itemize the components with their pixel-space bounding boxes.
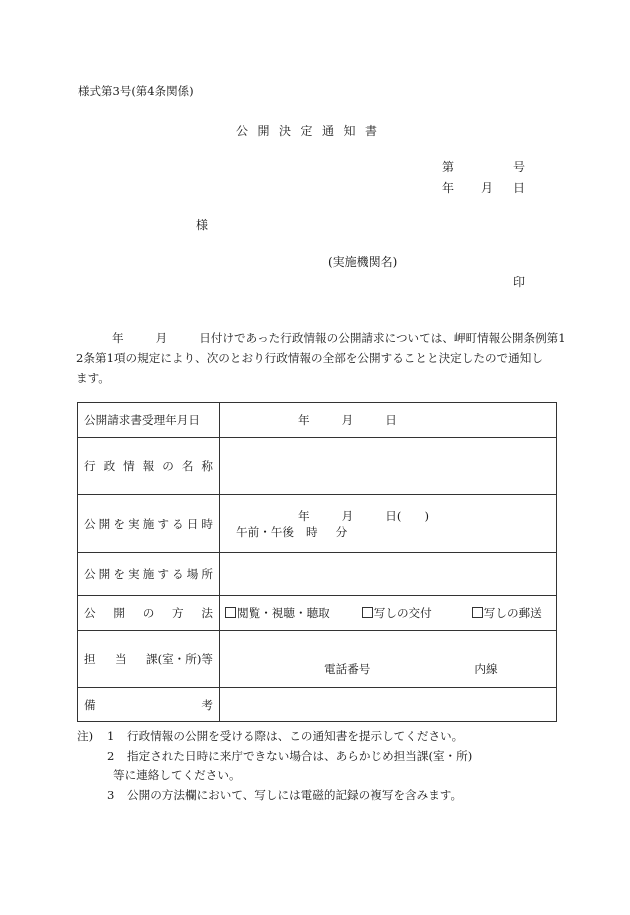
- checkbox-icon[interactable]: [225, 607, 236, 618]
- document-title: 公開決定通知書: [236, 124, 387, 138]
- remarks-label: [78, 688, 220, 722]
- note-item: [77, 747, 472, 767]
- checkbox-icon[interactable]: [472, 607, 483, 618]
- disclosure-minute: 分: [335, 524, 348, 539]
- note-item: [77, 727, 472, 747]
- method-option-view[interactable]: [225, 605, 330, 621]
- note-number: 1: [107, 729, 115, 743]
- label-char: 当: [114, 652, 127, 666]
- label-char: の: [142, 606, 155, 620]
- phone-number-label: 電話番号: [324, 662, 371, 676]
- recipient-honorific: 様: [196, 218, 209, 232]
- label-char: 開: [98, 567, 111, 581]
- table-row-receipt-date: [78, 403, 557, 438]
- notice-body-line-2: 2条第1項の規定により、次のとおり行政情報の全部を公開することと決定したので通知し: [76, 351, 543, 365]
- label-char: す: [157, 567, 169, 581]
- method-option-copy[interactable]: [362, 605, 432, 621]
- body-year: 年: [112, 331, 124, 345]
- label-char: 時: [201, 516, 213, 531]
- table-row-disclosure-datetime: [78, 495, 557, 553]
- info-name-label: [78, 438, 220, 495]
- receipt-date-label: 公開請求書受理年月日: [78, 403, 220, 438]
- disclosure-hour: 時: [305, 524, 318, 539]
- label-char: 報: [142, 459, 155, 473]
- disclosure-ampm: 午前・午後: [236, 524, 294, 539]
- note-number: 3: [107, 787, 115, 802]
- label-char: 公: [84, 606, 96, 620]
- label-char: 開: [113, 606, 125, 620]
- note-text: 指定された日時に来庁できない場合は、あらかじめ担当課(室・所): [127, 748, 473, 763]
- note-text: 行政情報の公開を受ける際は、この通知書を提示してください。: [127, 729, 464, 743]
- label-char: 担: [84, 652, 96, 666]
- label-char: 情: [123, 459, 135, 473]
- table-row-department: [78, 631, 557, 688]
- label-char: を: [113, 516, 125, 531]
- label-char: 方: [172, 606, 184, 620]
- label-char: 課(室・所)等: [145, 652, 213, 666]
- extension-label: 内線: [474, 662, 498, 676]
- form-number: 様式第3号(第4条関係): [78, 84, 194, 98]
- label-char: 実: [128, 567, 140, 581]
- notes-section: [77, 727, 472, 805]
- disclosure-datetime-label: [78, 495, 220, 553]
- method-option-copy-label: 写しの交付: [373, 606, 432, 620]
- seal-mark: 印: [513, 275, 526, 289]
- checkbox-icon[interactable]: [362, 607, 373, 618]
- receipt-month: 月: [341, 413, 354, 427]
- note-continuation: 等に連絡してください。: [113, 768, 241, 782]
- method-option-mail-label: 写しの郵送: [483, 606, 542, 620]
- label-char: 行: [84, 459, 96, 473]
- receipt-date-value: [220, 403, 557, 438]
- table-row-disclosure-place: [78, 553, 557, 596]
- receipt-year: 年: [298, 413, 310, 427]
- label-char: の: [162, 459, 174, 473]
- label-char: 施: [142, 567, 155, 581]
- remarks-value: [220, 688, 557, 722]
- label-char: 政: [103, 459, 116, 473]
- body-month: 月: [155, 331, 168, 345]
- disclosure-place-label: [78, 553, 220, 596]
- decision-table: [77, 402, 557, 722]
- disclosure-month: 月: [341, 508, 354, 523]
- method-option-mail[interactable]: [472, 605, 542, 621]
- department-label: [78, 631, 220, 688]
- note-text: 公開の方法欄において、写しには電磁的記録の複写を含みます。: [127, 787, 463, 802]
- label-char: 実: [128, 516, 140, 531]
- disclosure-method-options: [220, 596, 557, 631]
- label-char: 備: [84, 697, 96, 712]
- disclosure-place-value: [220, 553, 557, 596]
- table-row-disclosure-method: [78, 596, 557, 631]
- label-char: を: [113, 567, 125, 581]
- department-value: [220, 631, 557, 688]
- label-char: 称: [201, 459, 213, 473]
- note-item: [77, 786, 472, 806]
- label-char: す: [157, 516, 169, 531]
- notice-body-line-3: ます。: [76, 371, 110, 385]
- disclosure-day: 日( ): [385, 508, 430, 523]
- label-char: 場: [186, 567, 199, 581]
- disclosure-method-label: [78, 596, 220, 631]
- label-char: る: [172, 516, 184, 531]
- label-char: 開: [98, 516, 111, 531]
- label-char: 公: [84, 567, 96, 581]
- notes-prefix: 注): [77, 729, 94, 743]
- label-char: 所: [201, 567, 213, 581]
- receipt-day: 日: [385, 413, 397, 427]
- notice-body-line-1: [76, 328, 566, 348]
- issue-date-day: 日: [513, 181, 526, 195]
- agency-name-label: (実施機関名): [328, 255, 398, 269]
- table-row-info-name: [78, 438, 557, 495]
- issue-date-month: 月: [481, 181, 494, 195]
- method-option-view-label: 閲覧・視聴・聴取: [237, 606, 330, 620]
- label-char: 公: [84, 516, 96, 531]
- label-char: 施: [142, 516, 155, 531]
- notice-body: [76, 328, 566, 388]
- disclosure-datetime-value: [220, 495, 557, 553]
- document-number-suffix: 号: [513, 160, 526, 174]
- issue-date-year: 年: [442, 181, 455, 195]
- document-number-prefix: 第: [442, 160, 455, 174]
- table-row-remarks: [78, 688, 557, 722]
- label-char: 名: [181, 459, 194, 473]
- label-char: 法: [201, 606, 213, 620]
- disclosure-year: 年: [298, 508, 310, 523]
- body-line-1-text: 日付けであった行政情報の公開請求については、岬町情報公開条例第1: [199, 331, 566, 345]
- note-number: 2: [107, 748, 115, 763]
- label-char: る: [172, 567, 184, 581]
- info-name-value: [220, 438, 557, 495]
- label-char: 日: [186, 516, 199, 531]
- label-char: 考: [201, 697, 213, 712]
